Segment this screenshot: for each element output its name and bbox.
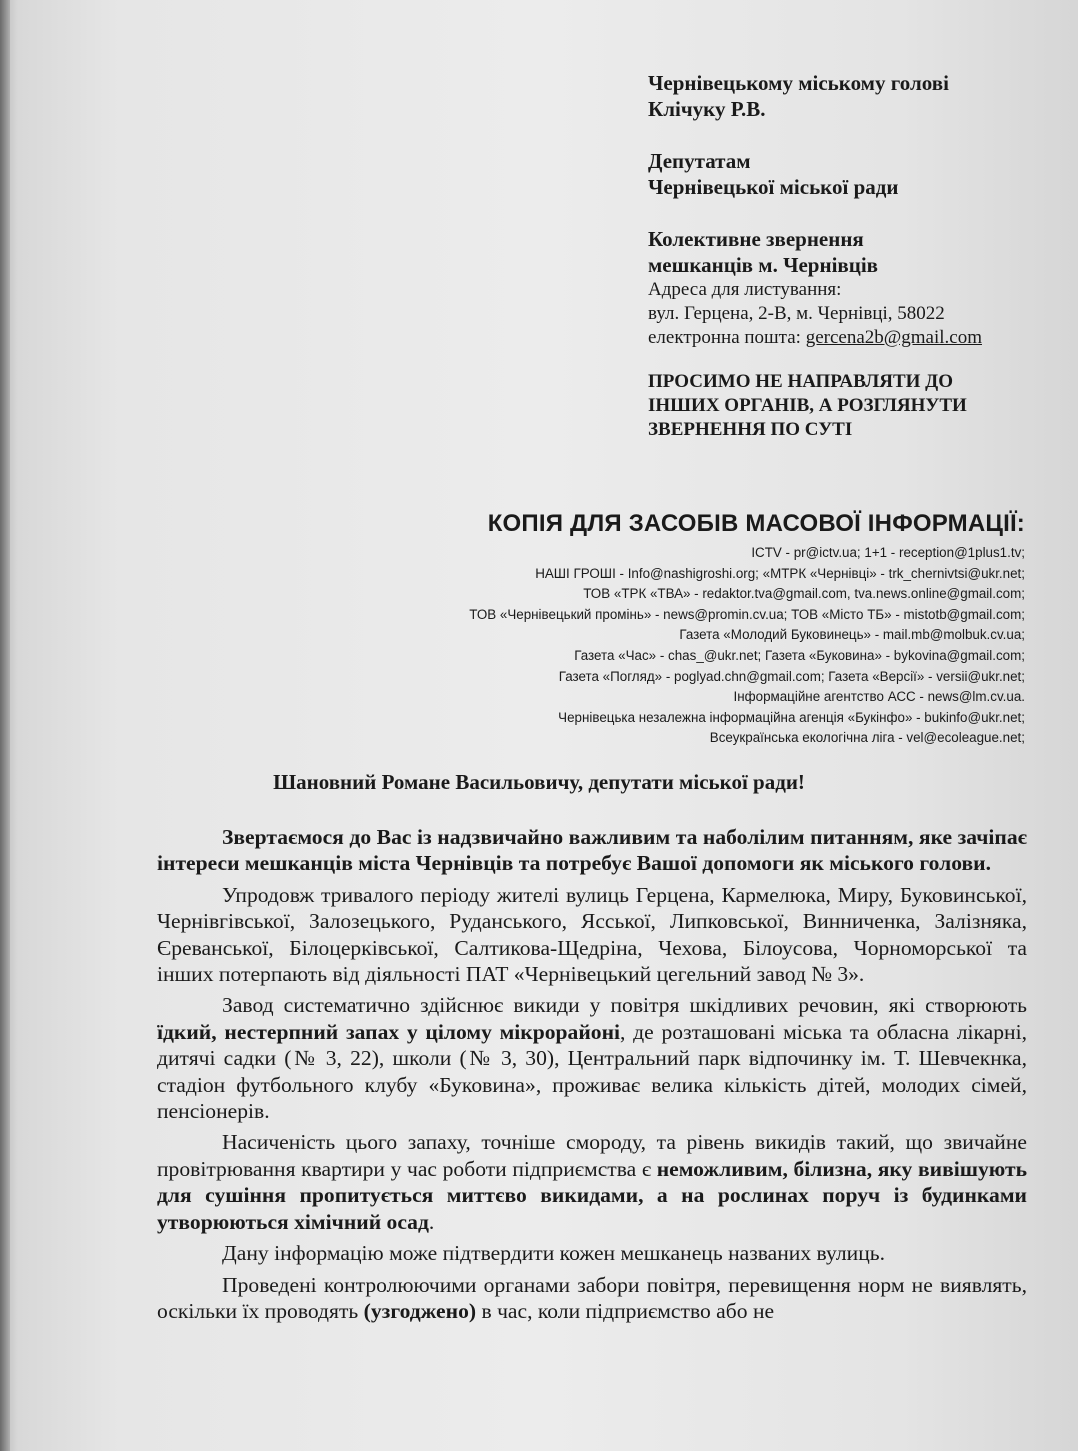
text-run: Завод систематично здійснює викиди у повітря шкідливих речовин, які створюють bbox=[222, 993, 1027, 1018]
addressee-line: Чернівецької міської ради bbox=[648, 175, 899, 199]
sender-address: вул. Герцена, 2-В, м. Чернівці, 58022 bbox=[648, 303, 945, 324]
media-contact-line: НАШІ ГРОШІ - Info@nashigroshi.org; «МТРК «Чернівці» - trk_chernivtsi@ukr.net; bbox=[535, 565, 1025, 581]
paragraph bbox=[157, 1129, 1027, 1235]
media-contact-line: Газета «Молодий Буковинець» - mail.mb@molbuk.cv.ua; bbox=[679, 627, 1025, 643]
text-run: Насиченість цього запаху, точніше смороду, та рівень викидів такий, що звичайне провітрювання квартири у час роботи підприємства є bbox=[157, 1130, 1027, 1181]
request-line: ІНШИХ ОРГАНІВ, А РОЗГЛЯНУТИ bbox=[648, 395, 967, 416]
request-line: ПРОСИМО НЕ НАПРАВЛЯТИ ДО bbox=[648, 371, 954, 392]
addressee-line: Депутатам bbox=[648, 149, 751, 173]
sender-email-label: електронна пошта: bbox=[648, 327, 806, 348]
media-contact-line: Чернівецька незалежна інформаційна агенція «Букінфо» - bukinfo@ukr.net; bbox=[558, 709, 1025, 725]
text-run: , де розташовані міська та обласна лікарні, дитячі садки (№ 3, 22), школи (№ 3, 30), Центральний парк відпочинку ім. Т. Шевчекнка, стадіон футбольного клубу «Буковина», проживає велика кількість дітей, молодих сімей, пенсіонерів. bbox=[157, 1019, 1027, 1124]
media-contact-line: Газета «Погляд» - poglyad.chn@gmail.com; Газета «Версії» - versii@ukr.net; bbox=[558, 668, 1025, 684]
text-run-bold: неможливим, білизна, яку вивішують для сушіння пропитується миттєво викидами, а на рослинах поруч із будинками утворюються хімічний осад bbox=[157, 1156, 1027, 1234]
text-run: в час, коли підприємство або не bbox=[476, 1298, 775, 1323]
paragraph: Упродовж тривалого періоду жителі вулиць Герцена, Кармелюка, Миру, Буковинської, Чернівгівської, Залозецького, Руданського, Ясської, Липковської, Винниченка, Залізняка, Єреванської, Білоцерківської, Салтикова-Щедріна, Чехова, Білоусова, Чорноморської та інших потерпають від діяльності ПАТ «Чернівецький цегельний завод № 3». bbox=[157, 882, 1027, 987]
text-run-bold: їдкий, нестерпний запах у цілому мікрорайоні bbox=[157, 1019, 621, 1044]
paragraph: Звертаємося до Вас із надзвичайно важливим та наболілим питанням, яке зачіпає інтереси мешканців міста Чернівців та потребує Вашої допомоги як міського голови. bbox=[157, 825, 1027, 876]
greeting: Шановний Романе Васильовичу, депутати міської ради! bbox=[273, 770, 805, 794]
media-contact-line: ICTV - pr@ictv.ua; 1+1 - reception@1plus1.tv; bbox=[751, 545, 1025, 560]
paragraph bbox=[157, 992, 1027, 1124]
media-contact-line: Газета «Час» - chas_@ukr.net; Газета «Буковина» - bykovina@gmail.com; bbox=[574, 647, 1025, 663]
sender-email-line bbox=[648, 326, 1068, 350]
text-run-bold: (узгоджено) bbox=[363, 1298, 477, 1323]
media-copy-title: КОПІЯ ДЛЯ ЗАСОБІВ МАСОВОЇ ІНФОРМАЦІЇ: bbox=[487, 510, 1025, 537]
text-run: Проведені контролюючими органами забори повітря, перевищення норм не виявлять, оскільки їх проводять bbox=[157, 1272, 1027, 1323]
text-run: . bbox=[428, 1209, 435, 1234]
media-contact-line: ТОВ «ТРК «ТВА» - redaktor.tva@gmail.com, tva.news.online@gmail.com; bbox=[583, 586, 1025, 602]
request-line: ЗВЕРНЕННЯ ПО СУТІ bbox=[648, 419, 853, 440]
paragraph bbox=[157, 1272, 1027, 1325]
media-contact-list bbox=[125, 543, 1025, 749]
addressee-line: Клічуку Р.В. bbox=[648, 97, 766, 121]
media-contact-line: Інформаційне агентство АСС - news@lm.cv.ua. bbox=[733, 689, 1025, 705]
media-contact-line: Всеукраїнська екологічна ліга - vel@ecoleague.net; bbox=[709, 730, 1025, 746]
sender-line: Колективне звернення bbox=[648, 227, 864, 251]
address-block bbox=[648, 70, 1068, 442]
letter-body bbox=[157, 824, 1027, 1324]
sender-email-link[interactable]: gercena2b@gmail.com bbox=[805, 327, 982, 348]
request-note bbox=[648, 370, 1068, 442]
addressee-line: Чернівецькому міському голові bbox=[648, 71, 949, 95]
media-contact-line: ТОВ «Чернівецький промінь» - news@promin.cv.ua; ТОВ «Місто ТБ» - mistotb@gmail.com; bbox=[469, 606, 1025, 622]
page-edge-shadow bbox=[0, 0, 10, 1451]
sender-address-label: Адреса для листування: bbox=[648, 279, 842, 300]
paragraph: Дану інформацію може підтвердити кожен мешканець названих вулиць. bbox=[222, 1241, 885, 1266]
sender-line: мешканців м. Чернівців bbox=[648, 253, 879, 277]
